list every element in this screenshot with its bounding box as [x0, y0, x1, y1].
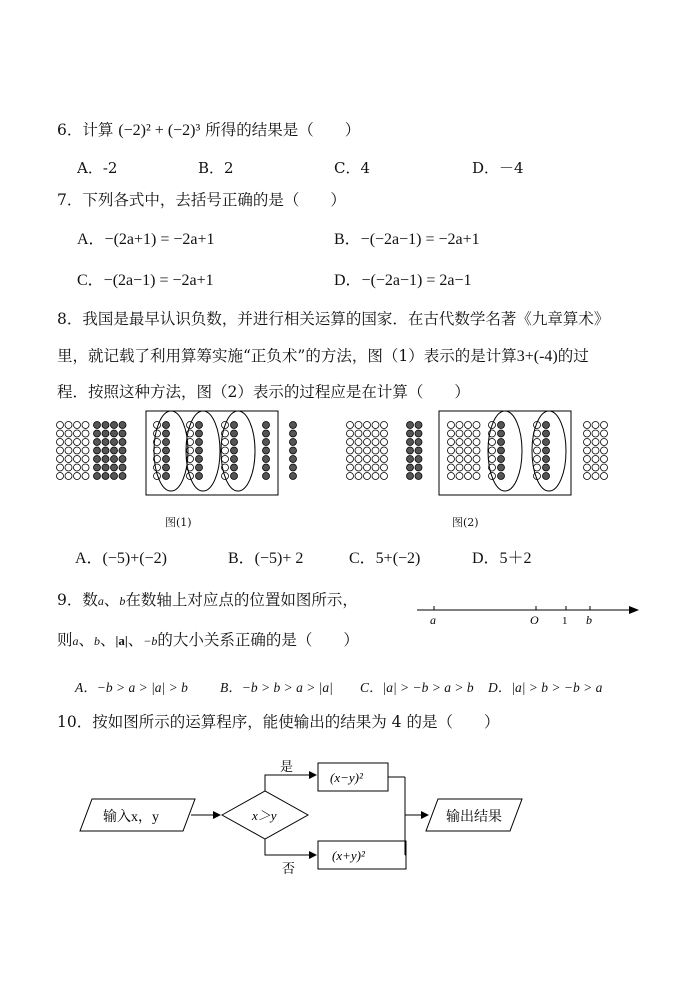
positive-rod-dot	[473, 447, 480, 454]
question-6-number: 6．计算	[57, 121, 114, 139]
positive-rod-dot	[592, 430, 599, 437]
flowchart	[70, 755, 540, 880]
positive-rod-dot	[57, 464, 64, 471]
positive-rod-dot	[74, 430, 81, 437]
negative-rod-dot	[407, 439, 414, 446]
positive-rod-dot	[489, 439, 496, 446]
negative-rod-dot	[290, 473, 297, 480]
question-8-line-2	[57, 344, 589, 366]
negative-rod-dot	[407, 473, 414, 480]
negative-rod-dot	[407, 447, 414, 454]
positive-rod-dot	[74, 456, 81, 463]
negative-rod-dot	[94, 473, 101, 480]
positive-rod-dot	[222, 447, 229, 454]
positive-rod-dot	[355, 422, 362, 429]
negative-rod-dot	[119, 430, 126, 437]
positive-rod-dot	[355, 473, 362, 480]
positive-rod-dot	[592, 447, 599, 454]
negative-rod-dot	[415, 473, 422, 480]
negative-rod-dot	[415, 456, 422, 463]
negative-rod-dot	[196, 473, 203, 480]
positive-rod-dot	[74, 464, 81, 471]
negative-rod-dot	[119, 473, 126, 480]
positive-rod-dot	[465, 439, 472, 446]
negative-rod-dot	[231, 473, 238, 480]
positive-rod-dot	[534, 439, 541, 446]
positive-rod-dot	[222, 439, 229, 446]
positive-rod-dot	[601, 439, 608, 446]
question-9-abs-a: |a|	[115, 633, 128, 648]
positive-rod-dot	[355, 430, 362, 437]
label-a: a	[430, 613, 436, 627]
negative-rod-dot	[94, 430, 101, 437]
positive-rod-dot	[465, 422, 472, 429]
negative-rod-dot	[94, 447, 101, 454]
negative-rod-dot	[543, 456, 550, 463]
question-6-stem	[57, 118, 360, 140]
positive-rod-dot	[154, 430, 161, 437]
positive-rod-dot	[65, 473, 72, 480]
negative-rod-dot	[102, 473, 109, 480]
negative-rod-dot	[231, 447, 238, 454]
negative-rod-dot	[263, 473, 270, 480]
negative-rod-dot	[263, 430, 270, 437]
question-6-option-d[interactable]: D．－4	[472, 159, 524, 177]
question-8-option-c[interactable]: C．5+(−2)	[349, 550, 421, 567]
positive-rod-dot	[448, 422, 455, 429]
positive-rod-dot	[347, 422, 354, 429]
positive-rod-dot	[372, 473, 379, 480]
negative-rod-dot	[407, 422, 414, 429]
positive-rod-dot	[584, 447, 591, 454]
question-8-option-d[interactable]: D．5＋2	[472, 550, 532, 567]
negative-rod-dot	[415, 447, 422, 454]
positive-rod-dot	[372, 422, 379, 429]
positive-rod-dot	[465, 473, 472, 480]
question-9-option-c[interactable]: C．|a| > −b > a > b	[360, 680, 474, 695]
question-9-var-b: b	[119, 594, 126, 608]
number-line-arrow	[629, 606, 639, 614]
positive-rod-dot	[381, 439, 388, 446]
positive-rod-dot	[534, 447, 541, 454]
positive-rod-dot	[465, 447, 472, 454]
positive-rod-dot	[82, 464, 89, 471]
question-9-line-1-text: 在数轴上对应点的位置如图所示，	[125, 591, 358, 609]
positive-rod-dot	[584, 456, 591, 463]
positive-rod-dot	[534, 456, 541, 463]
negative-rod-dot	[111, 473, 118, 480]
negative-rod-dot	[290, 430, 297, 437]
positive-rod-dot	[65, 439, 72, 446]
positive-rod-dot	[592, 473, 599, 480]
negative-rod-dot	[498, 439, 505, 446]
negative-rod-dot	[415, 439, 422, 446]
positive-rod-dot	[364, 439, 371, 446]
negative-rod-dot	[263, 439, 270, 446]
question-9-option-a[interactable]: A．−b > a > |a| > b	[75, 680, 188, 695]
negative-rod-dot	[119, 456, 126, 463]
negative-rod-dot	[102, 439, 109, 446]
negative-rod-dot	[119, 464, 126, 471]
positive-rod-dot	[74, 439, 81, 446]
negative-rod-dot	[119, 447, 126, 454]
flow-input-label: 输入x，y	[103, 810, 159, 825]
positive-rod-dot	[601, 422, 608, 429]
positive-rod-dot	[82, 422, 89, 429]
positive-rod-dot	[57, 430, 64, 437]
positive-rod-dot	[381, 422, 388, 429]
question-9-number: 9．数	[57, 591, 98, 609]
positive-rod-dot	[57, 422, 64, 429]
question-8-expression: 3+(-4)	[516, 348, 558, 365]
positive-rod-dot	[355, 456, 362, 463]
figure-2-caption: 图(2)	[452, 516, 479, 529]
negative-rod-dot	[111, 422, 118, 429]
flow-no-arrow	[265, 839, 316, 855]
negative-rod-dot	[111, 464, 118, 471]
negative-rod-dot	[543, 447, 550, 454]
negative-rod-dot	[163, 430, 170, 437]
question-7-option-d[interactable]: D．−(−2a−1) = 2a−1	[334, 272, 472, 289]
question-8-option-a[interactable]: A．(−5)+(−2)	[75, 550, 167, 567]
question-6-expression: (−2)² + (−2)³	[118, 122, 201, 139]
negative-rod-dot	[498, 447, 505, 454]
negative-rod-dot	[263, 456, 270, 463]
positive-rod-dot	[456, 422, 463, 429]
negative-rod-dot	[498, 456, 505, 463]
positive-rod-dot	[82, 439, 89, 446]
positive-rod-dot	[82, 456, 89, 463]
flow-yes-arrow	[265, 775, 316, 791]
positive-rod-dot	[584, 473, 591, 480]
negative-rod-dot	[94, 456, 101, 463]
positive-rod-dot	[584, 439, 591, 446]
negative-rod-dot	[196, 439, 203, 446]
negative-rod-dot	[231, 430, 238, 437]
question-9-option-d[interactable]: D．|a| > b > −b > a	[488, 680, 603, 695]
negative-rod-dot	[111, 439, 118, 446]
flow-condition-label: x＞y	[252, 808, 277, 823]
question-9-neg-b: −b	[143, 634, 158, 648]
question-9-line-1	[57, 588, 358, 610]
positive-rod-dot	[584, 464, 591, 471]
negative-rod-dot	[196, 422, 203, 429]
positive-rod-dot	[372, 447, 379, 454]
question-9-separator-4: 、	[127, 631, 144, 649]
negative-rod-dot	[263, 447, 270, 454]
positive-rod-dot	[465, 464, 472, 471]
question-9-line-2-text: 的大小关系正确的是（ ）	[157, 631, 359, 649]
figure-1-caption: 图(1)	[165, 516, 192, 529]
negative-rod-dot	[498, 464, 505, 471]
question-7-option-c[interactable]: C．−(2a−1) = −2a+1	[77, 272, 214, 289]
negative-rod-dot	[102, 447, 109, 454]
positive-rod-dot	[592, 464, 599, 471]
positive-rod-dot	[601, 430, 608, 437]
positive-rod-dot	[82, 473, 89, 480]
negative-rod-dot	[263, 422, 270, 429]
question-8-line-1: 8．我国是最早认识负数，并进行相关运算的国家．在古代数学名著《九章算术》	[57, 310, 610, 328]
negative-rod-dot	[231, 456, 238, 463]
positive-rod-dot	[372, 430, 379, 437]
negative-rod-dot	[290, 464, 297, 471]
question-6-tail: 所得的结果是（ ）	[205, 121, 361, 139]
positive-rod-dot	[448, 456, 455, 463]
positive-rod-dot	[57, 439, 64, 446]
positive-rod-dot	[465, 430, 472, 437]
negative-rod-dot	[543, 473, 550, 480]
negative-rod-dot	[543, 422, 550, 429]
question-9-var-a: a	[97, 594, 104, 608]
positive-rod-dot	[489, 456, 496, 463]
positive-rod-dot	[584, 422, 591, 429]
positive-rod-dot	[601, 473, 608, 480]
question-7-option-b[interactable]: B．−(−2a−1) = −2a+1	[334, 231, 480, 248]
negative-rod-dot	[543, 439, 550, 446]
positive-rod-dot	[347, 473, 354, 480]
positive-rod-dot	[364, 447, 371, 454]
positive-rod-dot	[355, 447, 362, 454]
negative-rod-dot	[543, 430, 550, 437]
negative-rod-dot	[290, 456, 297, 463]
negative-rod-dot	[111, 447, 118, 454]
positive-rod-dot	[65, 456, 72, 463]
negative-rod-dot	[163, 439, 170, 446]
question-7-option-a[interactable]: A．−(2a+1) = −2a+1	[77, 231, 215, 248]
flow-no-expression: (x+y)²	[332, 848, 365, 863]
negative-rod-dot	[163, 473, 170, 480]
positive-rod-dot	[65, 422, 72, 429]
positive-rod-dot	[473, 439, 480, 446]
positive-rod-dot	[473, 422, 480, 429]
question-8-line-2-tail: 的过	[557, 347, 589, 365]
negative-rod-dot	[407, 456, 414, 463]
positive-rod-dot	[364, 473, 371, 480]
question-7-stem: 7．下列各式中，去括号正确的是（ ）	[57, 191, 346, 209]
negative-rod-dot	[263, 464, 270, 471]
positive-rod-dot	[347, 464, 354, 471]
negative-rod-dot	[415, 430, 422, 437]
negative-rod-dot	[163, 464, 170, 471]
positive-rod-dot	[65, 464, 72, 471]
positive-rod-dot	[473, 430, 480, 437]
negative-rod-dot	[196, 430, 203, 437]
positive-rod-dot	[473, 464, 480, 471]
question-9-option-b[interactable]: B．−b > b > a > |a|	[220, 680, 333, 695]
negative-rod-dot	[102, 464, 109, 471]
counting-rod-figures	[0, 400, 695, 510]
positive-rod-dot	[456, 447, 463, 454]
positive-rod-dot	[74, 447, 81, 454]
negative-rod-dot	[498, 430, 505, 437]
negative-rod-dot	[196, 447, 203, 454]
negative-rod-dot	[163, 456, 170, 463]
flow-yes-expression: (x−y)²	[330, 770, 363, 785]
negative-rod-dot	[111, 430, 118, 437]
negative-rod-dot	[196, 464, 203, 471]
question-8-option-b[interactable]: B．(−5)+ 2	[228, 550, 304, 567]
positive-rod-dot	[456, 473, 463, 480]
flow-output-label: 输出结果	[446, 810, 502, 825]
negative-rod-dot	[543, 464, 550, 471]
question-9-then: 则	[57, 631, 73, 649]
question-6-option-c[interactable]: C．4	[334, 159, 371, 177]
positive-rod-dot	[82, 447, 89, 454]
positive-rod-dot	[347, 439, 354, 446]
positive-rod-dot	[372, 456, 379, 463]
positive-rod-dot	[222, 456, 229, 463]
negative-rod-dot	[407, 464, 414, 471]
positive-rod-dot	[57, 447, 64, 454]
negative-rod-dot	[415, 422, 422, 429]
positive-rod-dot	[372, 439, 379, 446]
flow-no-label: 否	[282, 861, 296, 876]
negative-rod-dot	[102, 456, 109, 463]
question-9-separator-3: 、	[100, 631, 116, 649]
negative-rod-dot	[498, 473, 505, 480]
negative-rod-dot	[498, 422, 505, 429]
question-9-var-b-2: b	[94, 634, 101, 648]
positive-rod-dot	[473, 473, 480, 480]
question-10-stem: 10．按如图所示的运算程序，能使输出的结果为 4 的是（ ）	[57, 713, 500, 731]
positive-rod-dot	[456, 464, 463, 471]
positive-rod-dot	[601, 464, 608, 471]
negative-rod-dot	[119, 439, 126, 446]
negative-rod-dot	[102, 422, 109, 429]
negative-rod-dot	[407, 430, 414, 437]
positive-rod-dot	[592, 456, 599, 463]
positive-rod-dot	[381, 430, 388, 437]
positive-rod-dot	[489, 447, 496, 454]
positive-rod-dot	[448, 464, 455, 471]
question-8-line-2-text: 里，就记载了利用算筹实施“正负术”的方法，图（1）表示的是计算	[57, 347, 517, 365]
negative-rod-dot	[111, 456, 118, 463]
negative-rod-dot	[94, 439, 101, 446]
positive-rod-dot	[456, 430, 463, 437]
positive-rod-dot	[364, 464, 371, 471]
negative-rod-dot	[290, 439, 297, 446]
negative-rod-dot	[231, 464, 238, 471]
negative-rod-dot	[290, 447, 297, 454]
question-8-line-3: 程．按照这种方法，图（2）表示的过程应是在计算（ ）	[57, 383, 470, 401]
question-9-line-2	[57, 628, 359, 650]
negative-rod-dot	[94, 422, 101, 429]
positive-rod-dot	[465, 456, 472, 463]
label-one: 1	[562, 615, 568, 627]
positive-rod-dot	[381, 447, 388, 454]
question-9-separator-2: 、	[78, 631, 95, 649]
positive-rod-dot	[347, 456, 354, 463]
positive-rod-dot	[372, 464, 379, 471]
label-origin: O	[530, 613, 539, 627]
positive-rod-dot	[584, 430, 591, 437]
positive-rod-dot	[65, 447, 72, 454]
positive-rod-dot	[381, 456, 388, 463]
positive-rod-dot	[448, 447, 455, 454]
negative-rod-dot	[231, 422, 238, 429]
positive-rod-dot	[74, 422, 81, 429]
label-b: b	[586, 613, 592, 627]
question-9-separator: 、	[103, 591, 120, 609]
positive-rod-dot	[601, 447, 608, 454]
positive-rod-dot	[456, 456, 463, 463]
positive-rod-dot	[592, 439, 599, 446]
positive-rod-dot	[57, 456, 64, 463]
positive-rod-dot	[347, 430, 354, 437]
question-6-option-a[interactable]: A．-2	[77, 159, 118, 177]
positive-rod-dot	[448, 473, 455, 480]
negative-rod-dot	[290, 422, 297, 429]
negative-rod-dot	[94, 464, 101, 471]
negative-rod-dot	[163, 447, 170, 454]
positive-rod-dot	[154, 447, 161, 454]
negative-rod-dot	[231, 439, 238, 446]
positive-rod-dot	[364, 422, 371, 429]
positive-rod-dot	[364, 456, 371, 463]
negative-rod-dot	[415, 464, 422, 471]
positive-rod-dot	[592, 422, 599, 429]
positive-rod-dot	[456, 439, 463, 446]
positive-rod-dot	[364, 430, 371, 437]
positive-rod-dot	[82, 430, 89, 437]
positive-rod-dot	[381, 464, 388, 471]
negative-rod-dot	[196, 456, 203, 463]
positive-rod-dot	[601, 456, 608, 463]
positive-rod-dot	[57, 473, 64, 480]
question-9-var-a-2: a	[72, 634, 79, 648]
positive-rod-dot	[381, 473, 388, 480]
positive-rod-dot	[448, 439, 455, 446]
positive-rod-dot	[448, 430, 455, 437]
negative-rod-dot	[119, 422, 126, 429]
positive-rod-dot	[534, 464, 541, 471]
positive-rod-dot	[473, 456, 480, 463]
negative-rod-dot	[102, 430, 109, 437]
negative-rod-dot	[163, 422, 170, 429]
positive-rod-dot	[65, 430, 72, 437]
positive-rod-dot	[355, 439, 362, 446]
question-6-option-b[interactable]: B．2	[198, 159, 234, 177]
positive-rod-dot	[355, 464, 362, 471]
flow-yes-label: 是	[280, 759, 294, 774]
positive-rod-dot	[74, 473, 81, 480]
positive-rod-dot	[347, 447, 354, 454]
number-line	[415, 598, 645, 628]
